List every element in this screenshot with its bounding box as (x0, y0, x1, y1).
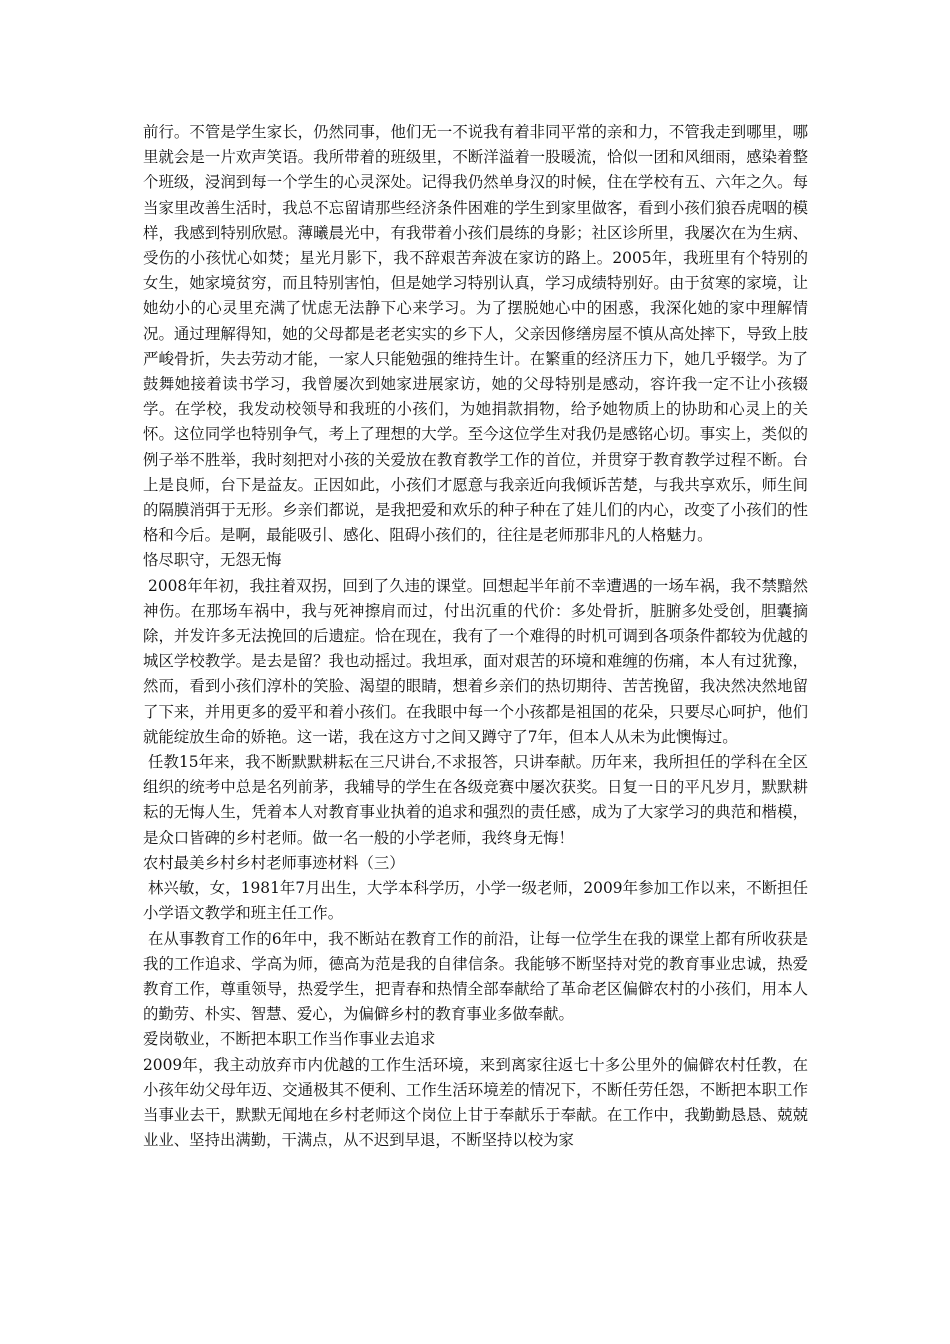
body-paragraph: 林兴敏，女，1981年7月出生，大学本科学历，小学一级老师，2009年参加工作以来，不断担任小学语文教学和班主任工作。 (143, 879, 808, 923)
section-heading: 恪尽职守，无怨无悔 (143, 551, 282, 570)
document-page (143, 120, 808, 1153)
section-heading: 农村最美乡村乡村老师事迹材料（三） (143, 853, 405, 872)
body-paragraph: 2008年年初，我拄着双拐，回到了久违的课堂。回想起半年前不幸遭遇的一场车祸，我不禁黯然神伤。在那场车祸中，我与死神擦肩而过，付出沉重的代价：多处骨折，脏腑多处受创，胆囊摘除，并发许多无法挽回的后遗症。恰在现在，我有了一个难得的时机可调到各项条件都较为优越的城区学校教学。是去是留？我也动摇过。我坦承，面对艰苦的环境和难缠的伤痛，本人有过犹豫，然而，看到小孩们淳朴的笑脸、渴望的眼睛，想着乡亲们的热切期待、苦苦挽留，我决然决然地留了下来，并用更多的爱平和着小孩们。在我眼中每一个小孩都是祖国的花朵，只要尽心呵护，他们就能绽放生命的娇艳。这一诺，我在这方寸之间又蹲守了7年，但本人从未为此懊悔过。 (143, 576, 808, 746)
body-paragraph: 在从事教育工作的6年中，我不断站在教育工作的前沿，让每一位学生在我的课堂上都有所收获是我的工作追求、学高为师，德高为范是我的自律信条。我能够不断坚持对党的教育事业忠诚，热爱教育工作，尊重领导，热爱学生，把青春和热情全部奉献给了革命老区偏僻农村的小孩们，用本人的勤劳、朴实、智慧、爱心，为偏僻乡村的教育事业多做奉献。 (143, 929, 808, 1024)
section-heading: 爱岗敬业，不断把本职工作当作事业去追求 (143, 1030, 436, 1049)
body-paragraph: 任教15年来，我不断默默耕耘在三尺讲台,不求报答，只讲奉献。历年来，我所担任的学科在全区组织的统考中总是名列前茅，我辅导的学生在各级竞赛中屡次获奖。日复一日的平凡岁月，默默耕耘的无悔人生，凭着本人对教育事业执着的追求和强烈的责任感，成为了大家学习的典范和楷模，是众口皆碑的乡村老师。做一名一般的小学老师，我终身无悔！ (143, 753, 808, 847)
body-paragraph: 前行。不管是学生家长，仍然同事，他们无一不说我有着非同平常的亲和力，不管我走到哪里，哪里就会是一片欢声笑语。我所带着的班级里，不断洋溢着一股暖流，恰似一团和风细雨，感染着整个班级，浸润到每一个学生的心灵深处。记得我仍然单身汉的时候，住在学校有五、六年之久。每当家里改善生活时，我总不忘留请那些经济条件困难的学生到家里做客，看到小孩们狼吞虎咽的模样，我感到特别欣慰。薄曦晨光中，有我带着小孩们晨练的身影；社区诊所里，我屡次在为生病、受伤的小孩忧心如焚；星光月影下，我不辞艰苦奔波在家访的路上。2005年，我班里有个特别的女生，她家境贫穷，而且特别害怕，但是她学习特别认真，学习成绩特别好。由于贫寒的家境，让她幼小的心灵里充满了忧虑无法静下心来学习。为了摆脱她心中的困惑，我深化她的家中理解情况。通过理解得知，她的父母都是老老实实的乡下人，父亲因修缮房屋不慎从高处摔下，导致上肢严峻骨折，失去劳动才能，一家人只能勉强的维持生计。在繁重的经济压力下，她几乎辍学。为了鼓舞她接着读书学习，我曾屡次到她家进展家访，她的父母特别是感动，容许我一定不让小孩辍学。在学校，我发动校领导和我班的小孩们，为她捐款捐物，给予她物质上的协助和心灵上的关怀。这位同学也特别争气，考上了理想的大学。至今这位学生对我仍是感铭心切。事实上，类似的例子举不胜举，我时刻把对小孩的关爱放在教育教学工作的首位，并贯穿于教育教学过程不断。台上是良师，台下是益友。正因如此，小孩们才愿意与我亲近向我倾诉苦楚，与我共享欢乐，师生间的隔膜消弭于无形。乡亲们都说，是我把爱和欢乐的种子种在了娃儿们的内心，改变了小孩们的性格和今后。是啊，最能吸引、感化、阻碍小孩们的，往往是老师那非凡的人格魅力。 (143, 123, 808, 545)
body-paragraph: 2009年，我主动放弃市内优越的工作生活环境，来到离家往返七十多公里外的偏僻农村任教，在小孩年幼父母年迈、交通极其不便利、工作生活环境差的情况下，不断任劳任怨，不断把本职工作当事业去干，默默无闻地在乡村老师这个岗位上甘于奉献乐于奉献。在工作中，我勤勤恳恳、兢兢业业、坚持出满勤，干满点，从不迟到早退，不断坚持以校为家 (143, 1055, 808, 1150)
